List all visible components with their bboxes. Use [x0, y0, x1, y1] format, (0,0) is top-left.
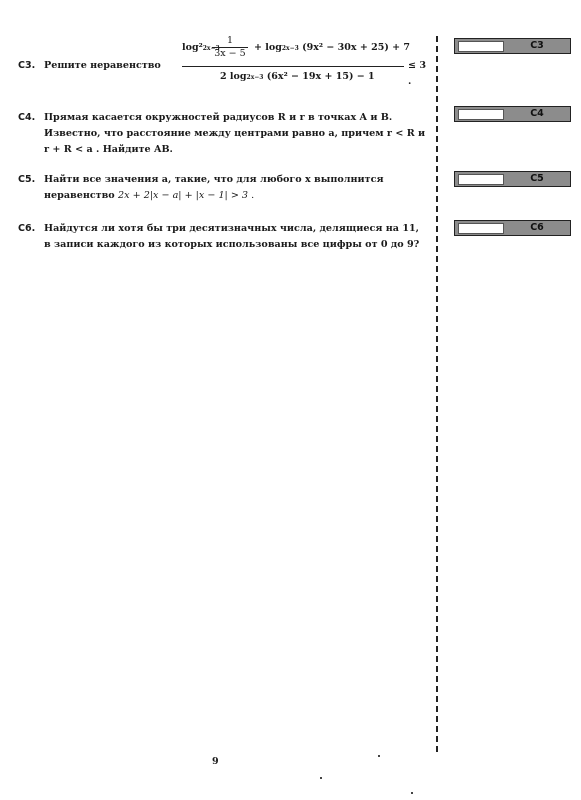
formula-numerator: log²2x−3 1 3x − 5 + log2x−3 (9x² − 30x + 25) + 7 — [182, 35, 411, 59]
answer-field[interactable] — [458, 174, 504, 185]
problem-lead-text: Решите неравенство — [44, 60, 161, 71]
cut-line — [436, 36, 438, 752]
page-number: 9 — [212, 756, 219, 767]
problem-id: C5. — [18, 174, 36, 185]
inner-fraction: 1 3x − 5 — [212, 36, 248, 59]
answer-box-label: C5 — [530, 173, 544, 184]
answer-box-c5[interactable] — [454, 171, 571, 187]
fraction-bar — [182, 66, 404, 67]
answer-box-c4[interactable] — [454, 106, 571, 122]
scan-speck — [411, 792, 413, 794]
problem-id: C6. — [18, 223, 36, 234]
scan-speck — [320, 777, 322, 779]
problem-text: Найти все значения a, такие, что для любого x выполнится неравенство 2x + 2|x − a| + |x − 1| > 3 . — [44, 174, 384, 201]
answer-field[interactable] — [458, 109, 504, 120]
scan-speck — [378, 755, 380, 757]
answer-box-label: C6 — [530, 222, 544, 233]
formula-relation: ≤ 3 . — [408, 60, 427, 87]
problem-id: C4. — [18, 112, 36, 123]
answer-box-label: C4 — [530, 108, 544, 119]
problem-id: C3. — [18, 60, 36, 71]
answer-field[interactable] — [458, 223, 504, 234]
problem-text: Прямая касается окружностей радиусов R и r в точках A и B. Известно, что расстояние между центрами равно a, причем r < R и r + R < a . Найдите AB. — [44, 112, 426, 155]
problem-text: Найдутся ли хотя бы три десятизначных числа, делящиеся на 11, в записи каждого из которых использованы все цифры от 0 до 9? — [44, 223, 420, 250]
answer-box-label: C3 — [530, 40, 544, 51]
answer-box-c6[interactable] — [454, 220, 571, 236]
answer-field[interactable] — [458, 41, 504, 52]
answer-box-c3[interactable] — [454, 38, 571, 54]
formula-denominator: 2 log2x−3 (6x² − 19x + 15) − 1 — [220, 71, 375, 82]
inequality-expression: 2x + 2|x − a| + |x − 1| > 3 . — [118, 190, 255, 201]
